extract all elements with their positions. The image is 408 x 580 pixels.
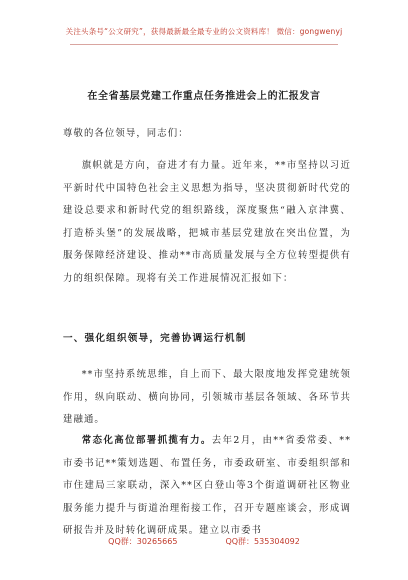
header-divider <box>70 44 338 45</box>
header-banner: 关注头条号“公文研究”，获得最新最全最专业的公文资料库！ 微信：gongwenyj <box>65 27 343 36</box>
page-title: 在全省基层党建工作重点任务推进会上的汇报发言 <box>87 91 321 102</box>
salutation: 尊敬的各位领导，同志们： <box>63 128 189 139</box>
subsection-lead: 常态化高位部署抓揽有力。 <box>81 435 212 446</box>
subsection-text: 去年2月，由**省委常委、**市委书记**策划选题、布置任务，市委政研室、市委组织部和市住建局三家联动，深入**区白登山等3个街道调研社区物业服务能力提升与街道治理衔接工作，召开专题座谈会，形成调研报告并及时转化调研成果。建立以市委书 <box>63 435 351 536</box>
section-paragraph: **市坚持系统思维，自上而下、最大限度地发挥党建统领作用，纵向联动、横向协同，引领城市基层各领域、各环节共建融通。 <box>63 369 351 425</box>
footer <box>0 536 408 547</box>
subsection-paragraph <box>63 430 351 543</box>
section-heading: 一、强化组织领导，完善协调运行机制 <box>63 333 247 344</box>
intro-paragraph: 旗帜就是方向，奋进才有力量。近年来，**市坚持以习近平新时代中国特色社会主义思想为指导，坚决贯彻新时代党的建设总要求和新时代党的组织路线，深度聚焦“融入京津冀、打造桥头堡”的发展战略，把城市基层党建放在突出位置，为服务保障经济建设、推动**市高质量发展与全方位转型提供有力的组织保障。现将有关工作进展情况汇报如下： <box>63 160 351 284</box>
footer-qq-group-1: QQ群：30265665 <box>108 537 178 546</box>
footer-qq-group-2: QQ群：535304092 <box>225 537 300 546</box>
